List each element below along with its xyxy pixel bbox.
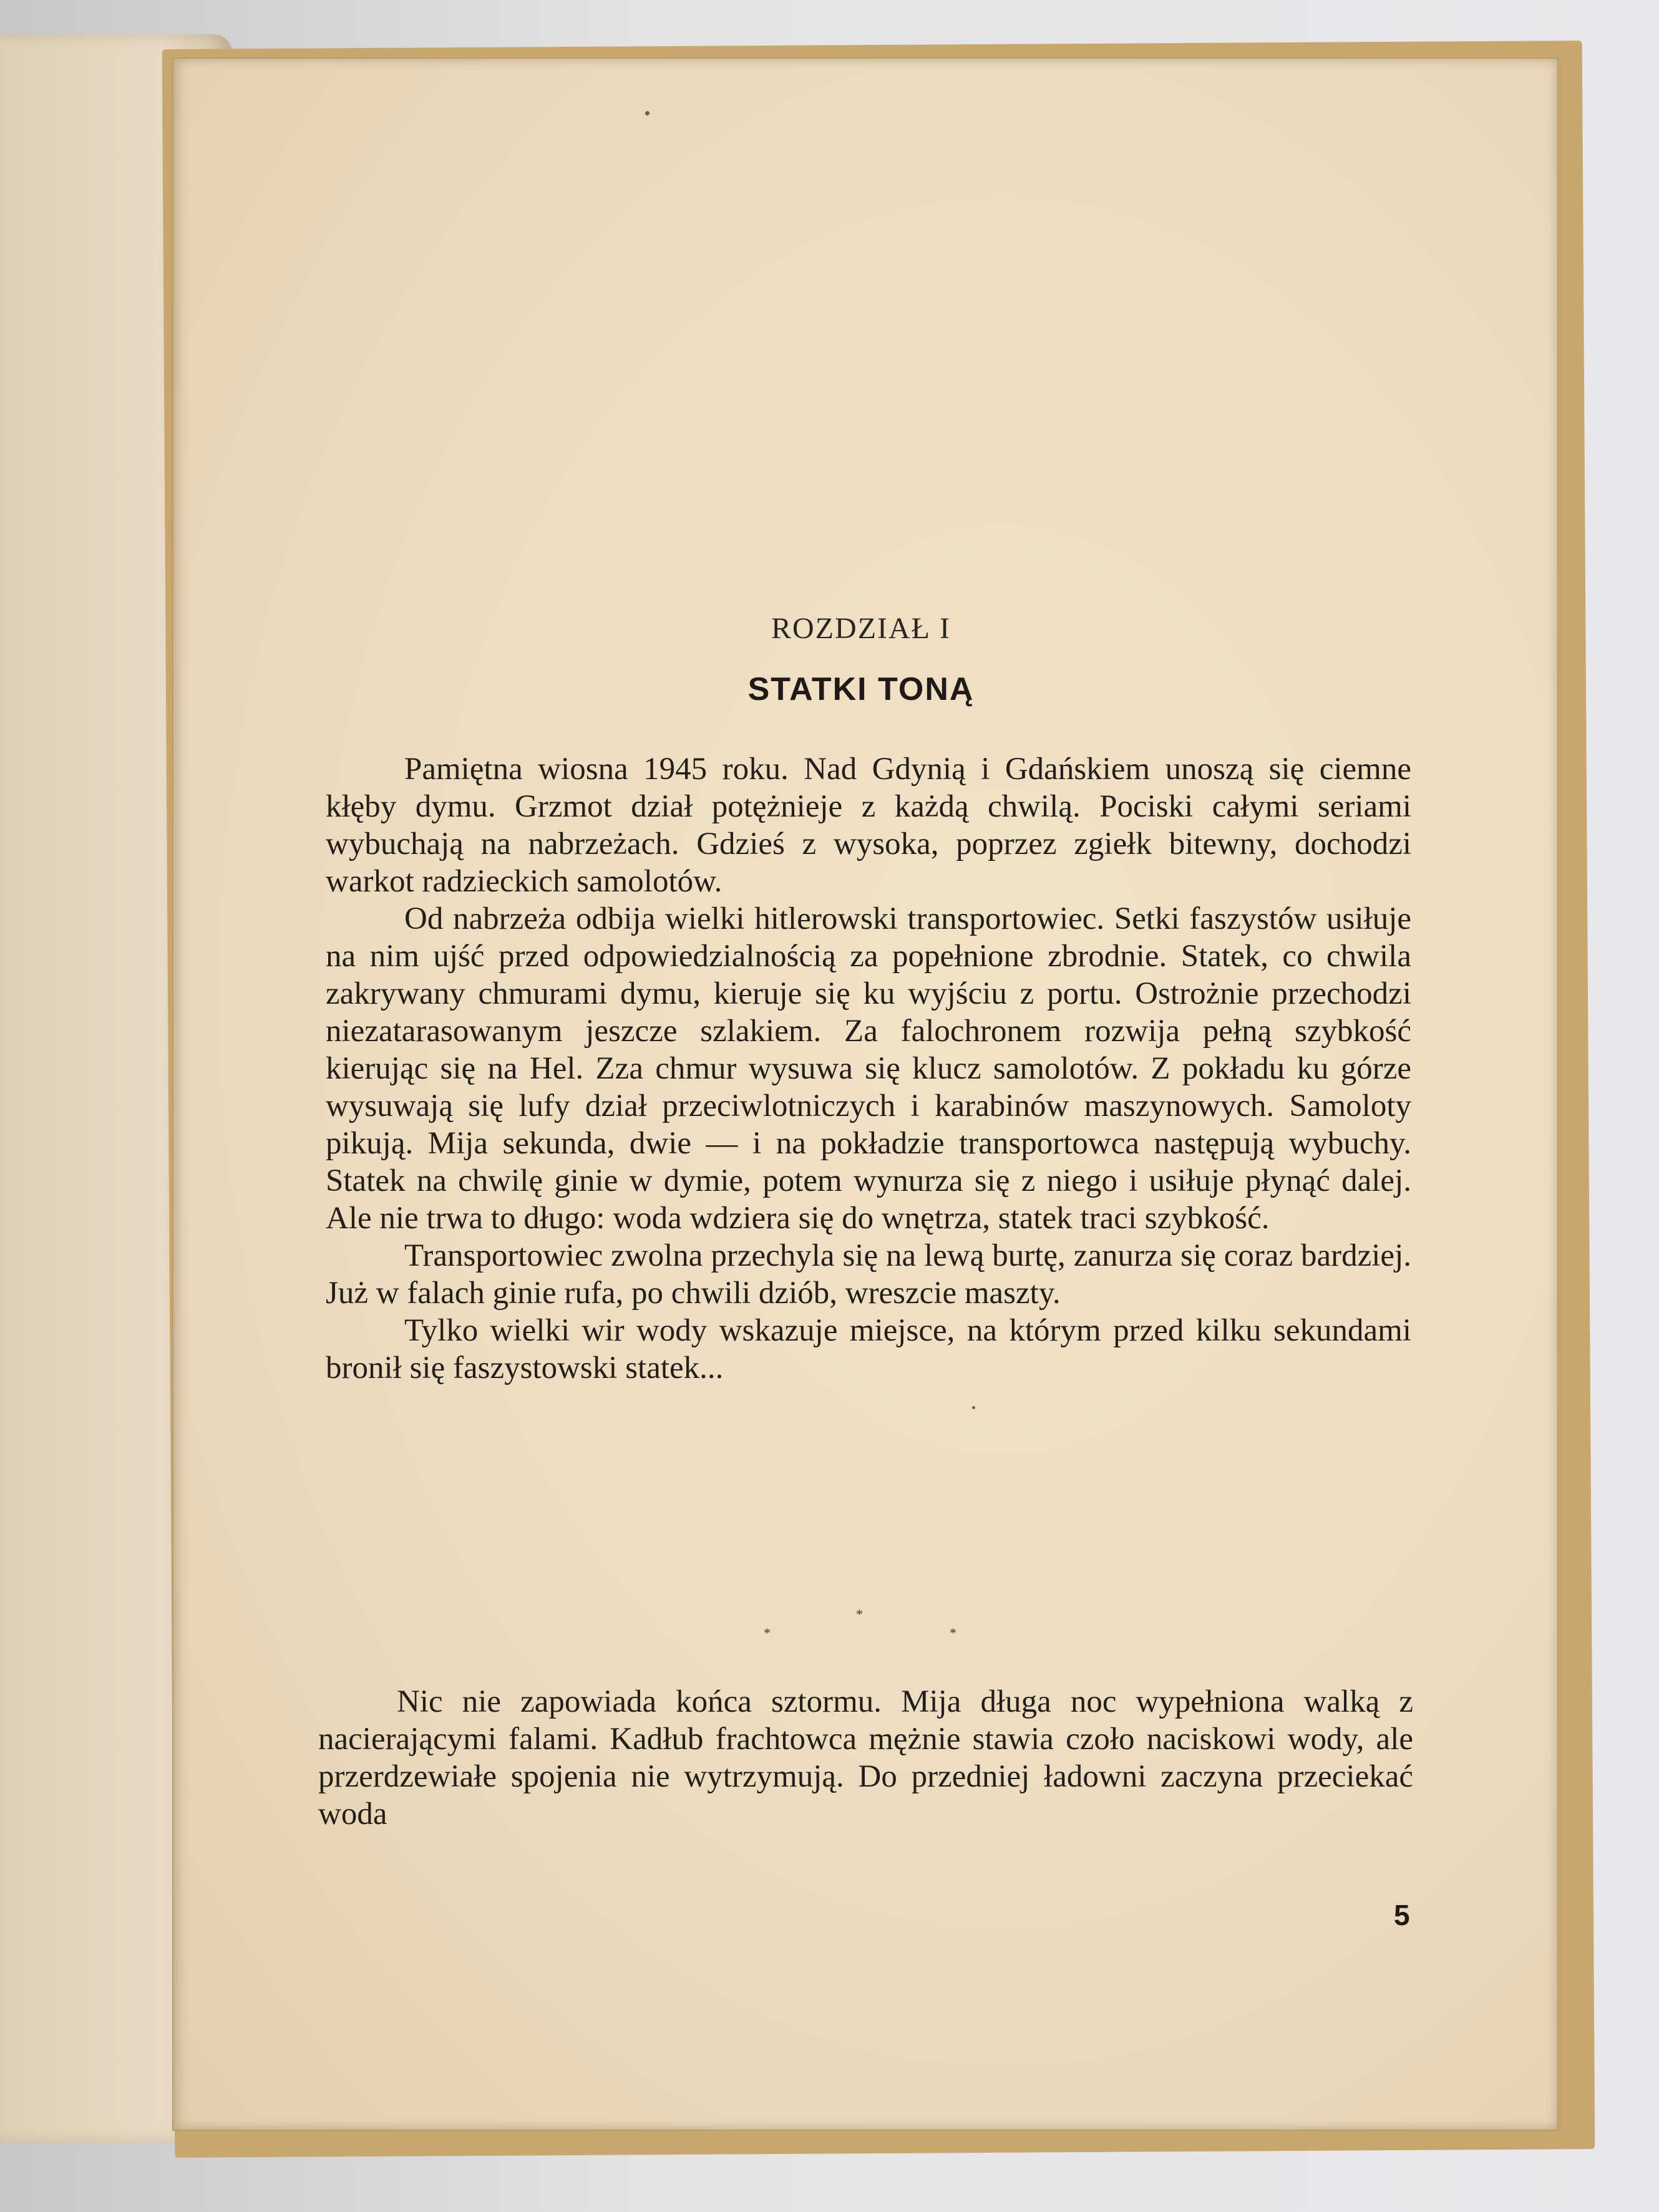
paragraph: Nic nie zapowiada końca sztormu. Mija długa noc wypełniona walką z nacierającymi falami. Kadłub frachtowca mężnie stawia czoło naciskowi wody, ale przerdzewiałe spojenia nie wytrzymują. Do przedniej ładowni zaczyna przeciekać woda [318,1684,1413,1831]
paragraph: Transportowiec zwolna przechyla się na lewą burtę, zanurza się coraz bardziej. Już w falach ginie rufa, po chwili dziób, wreszcie maszty. [326,1238,1411,1311]
separator-star: * [764,1625,771,1641]
paragraph: Od nabrzeża odbija wielki hitlerowski transportowiec. Setki faszystów usiłuje na nim ujść przed odpowiedzialnością za popełnione zbrodnie. Statek, co chwila zakrywany chmurami dymu, kieruje się ku wyjściu z portu. Ostrożnie przechodzi niezatarasowanym jeszcze szlakiem. Za falochronem rozwija pełną szybkość kierując się na Hel. Zza chmur wysuwa się klucz samolotów. Z pokładu ku górze wysuwają się lufy dział przeciwlotniczych i karabinów maszynowych. Samoloty pikują. Mija sekunda, dwie — i na pokładzie transportowca następują wybuchy. Statek na chwilę ginie w dymie, potem wynurza się z niego i usiłuje płynąć dalej. Ale nie trwa to długo: woda wdziera się do wnętrza, statek traci szybkość. [326,901,1411,1236]
page-number: 5 [1394,1899,1410,1931]
section-separator [749,1606,986,1644]
separator-star: * [856,1606,863,1622]
separator-star: * [950,1625,956,1641]
section-body [318,1683,1413,1833]
paper-speck [972,1406,975,1409]
paragraph: Tylko wielki wir wody wskazuje miejsce, na którym przed kilku sekundami bronił się faszystowski statek... [326,1313,1411,1385]
paragraph: Pamiętna wiosna 1945 roku. Nad Gdynią i Gdańskiem unoszą się ciemne kłęby dymu. Grzmot dział potężnieje z każdą chwilą. Pociski całymi seriami wybuchają na nabrzeżach. Gdzieś z wysoka, poprzez zgiełk bitewny, dochodzi warkot radzieckich samolotów. [326,752,1411,899]
chapter-title: STATKI TONĄ [747,671,975,707]
chapter-label: ROZDZIAŁ I [771,612,951,645]
chapter-body [326,750,1411,1387]
paper-speck [645,111,649,115]
